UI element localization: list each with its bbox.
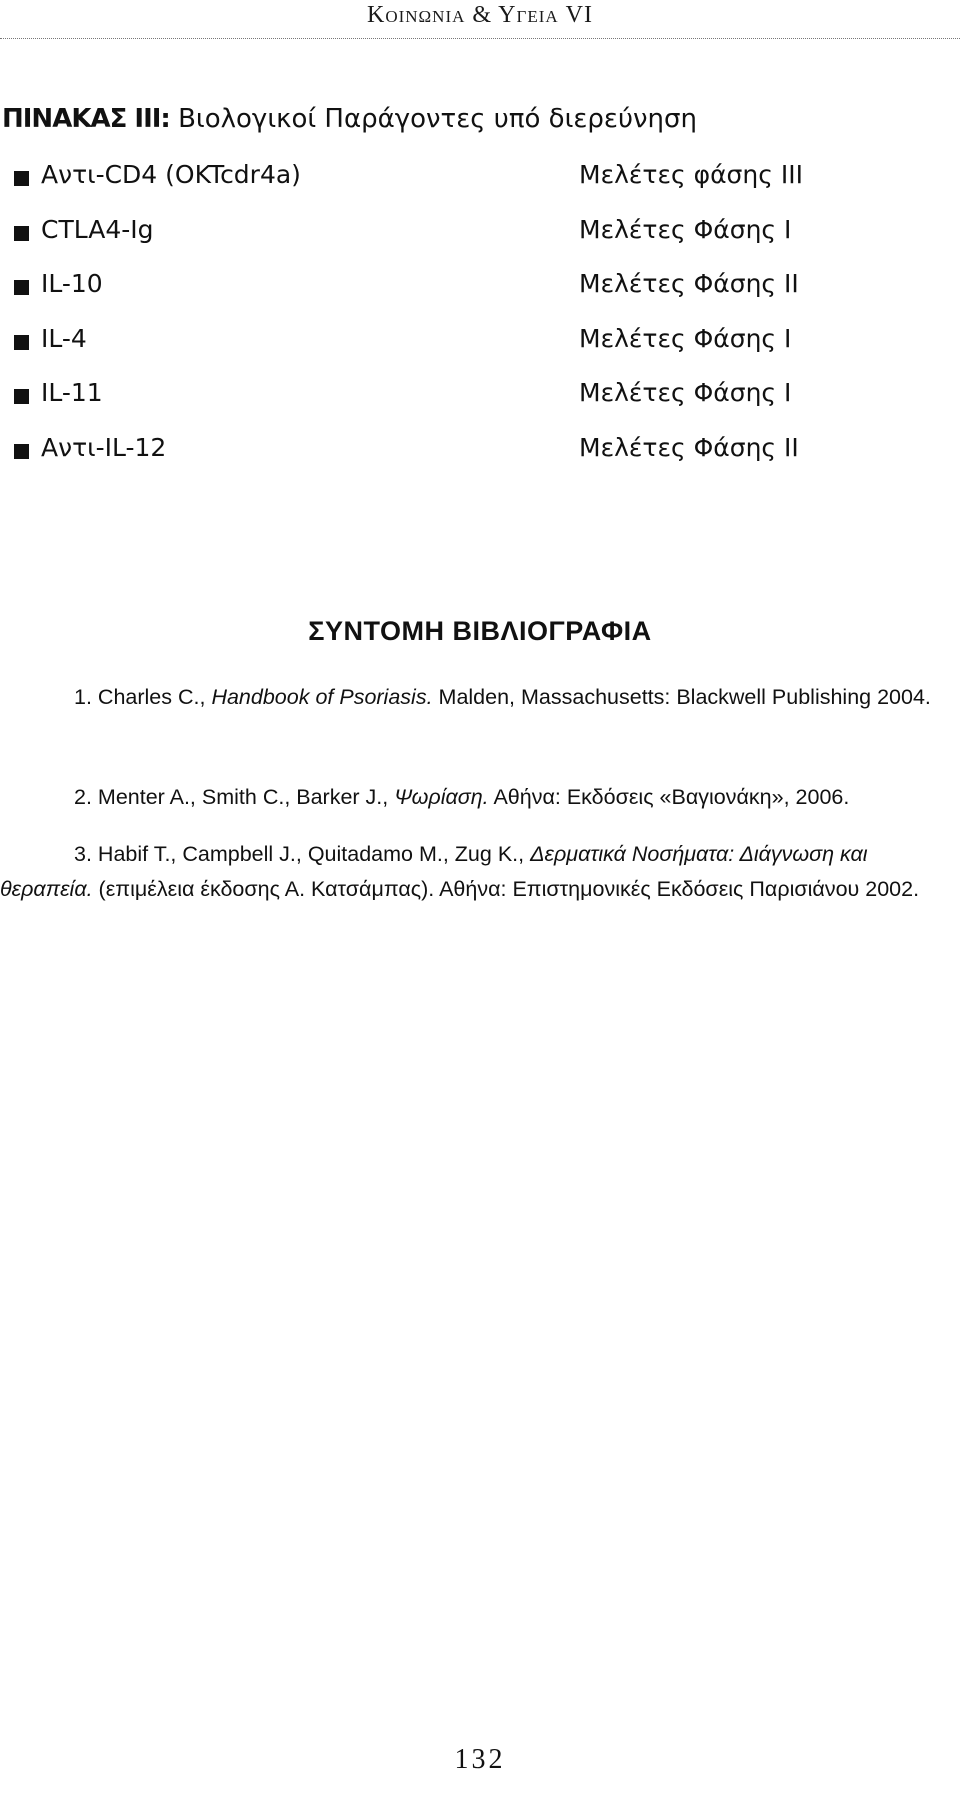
reference-3: [0, 837, 940, 907]
square-bullet-icon: [14, 444, 29, 459]
table-label: ΠΙΝΑΚΑΣ ΙΙΙ:: [2, 104, 170, 134]
agent-name: Αντι-IL-12: [41, 432, 167, 462]
bibliography-heading: ΣΥΝΤΟΜΗ ΒΙΒΛΙΟΓΡΑΦΙΑ: [308, 616, 652, 646]
square-bullet-icon: [14, 226, 29, 241]
reference-authors: Menter A., Smith C., Barker J.,: [97, 785, 389, 809]
trial-phase: Μελέτες Φάσης ΙΙ: [579, 432, 799, 462]
list-item: [14, 433, 914, 488]
trial-phase: Μελέτες Φάσης Ι: [579, 378, 792, 408]
reference-title: Ψωρίαση.: [394, 785, 489, 809]
reference-number: 3.: [74, 842, 92, 866]
agent-name: CTLA4-Ig: [41, 214, 154, 244]
reference-2: [0, 780, 940, 815]
reference-publication: Αθήνα: Εκδόσεις «Βαγιονάκη», 2006.: [493, 785, 850, 809]
list-item: [14, 324, 914, 379]
square-bullet-icon: [14, 171, 29, 186]
header-divider: [0, 38, 960, 39]
reference-title: Δερματικά Νοσήματα: Διάγνωση και θεραπεία.: [0, 842, 868, 901]
agent-name: IL-10: [41, 269, 103, 299]
agent-name: Αντι-CD4 (OKTcdr4a): [41, 160, 301, 189]
biologic-agents-list: [14, 160, 914, 488]
list-item: [14, 215, 914, 270]
agent-name: IL-4: [41, 323, 87, 353]
square-bullet-icon: [14, 335, 29, 350]
trial-phase: Μελέτες φάσης ΙΙΙ: [579, 160, 803, 189]
page-number: 132: [454, 1744, 506, 1775]
running-header: Κοινωνια & Υγεια VI: [367, 2, 593, 28]
reference-number: 2.: [74, 785, 92, 809]
reference-publication: Malden, Massachusetts: Blackwell Publishing 2004.: [438, 685, 931, 709]
list-item: [14, 269, 914, 324]
trial-phase: Μελέτες Φάσης Ι: [579, 323, 792, 353]
table-title: [2, 104, 697, 134]
list-item: [14, 378, 914, 433]
list-item: [14, 160, 914, 215]
reference-authors: Habif T., Campbell J., Quitadamo M., Zug K.,: [97, 842, 525, 866]
reference-authors: Charles C.,: [97, 685, 206, 709]
trial-phase: Μελέτες Φάσης ΙΙ: [579, 269, 799, 299]
trial-phase: Μελέτες Φάσης Ι: [579, 214, 792, 244]
square-bullet-icon: [14, 389, 29, 404]
agent-name: IL-11: [41, 378, 103, 408]
table-caption: Βιολογικοί Παράγοντες υπό διερεύνηση: [178, 104, 697, 134]
reference-title: Handbook of Psoriasis.: [211, 685, 433, 709]
square-bullet-icon: [14, 280, 29, 295]
reference-1: [0, 680, 940, 715]
reference-publication: (επιμέλεια έκδοσης Α. Κατσάμπας). Αθήνα: Επιστημονικές Εκδόσεις Παρισιάνου 2002.: [98, 877, 920, 901]
reference-number: 1.: [74, 685, 92, 709]
